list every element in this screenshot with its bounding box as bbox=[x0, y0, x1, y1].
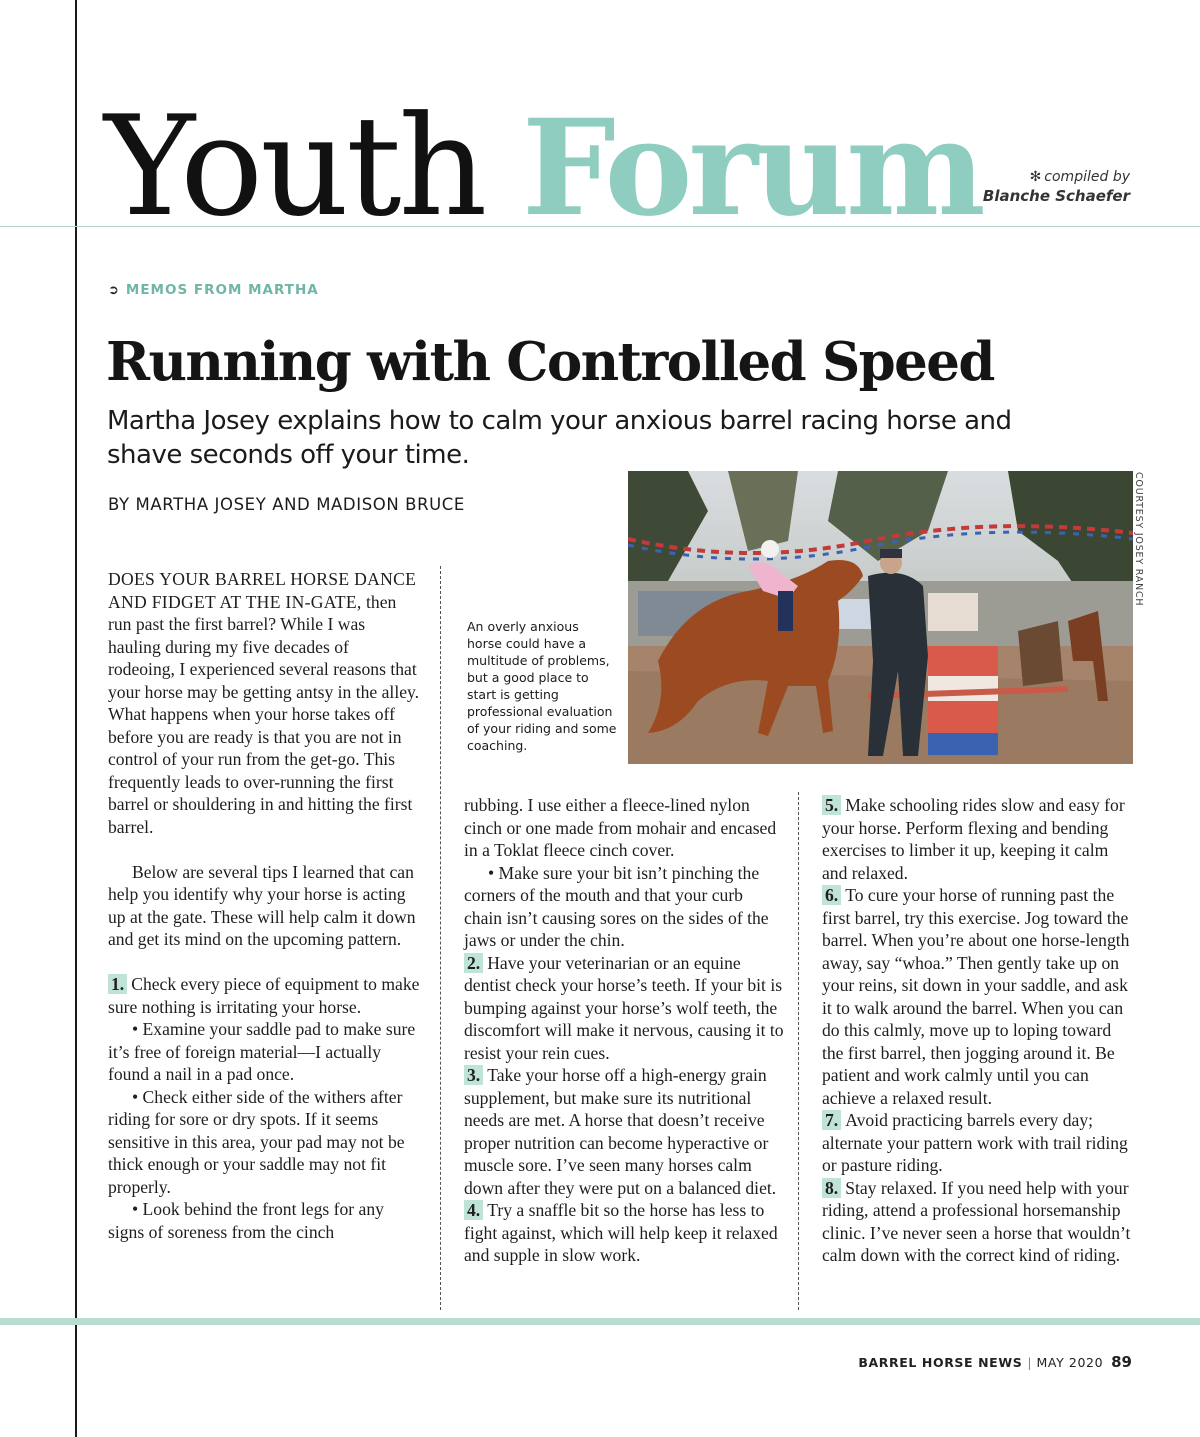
photo-caption: An overly anxious horse could have a multitude of problems, but a good place to start is getting professional evaluation of your riding and some coaching. bbox=[467, 619, 617, 753]
tip-2 bbox=[464, 952, 784, 1065]
tip-8 bbox=[822, 1177, 1134, 1267]
tip-text: Make schooling rides slow and easy for your horse. Perform flexing and bending exercises to limber it up, keeping it calm and relaxed. bbox=[822, 795, 1125, 883]
tip-text: Avoid practicing barrels every day; alternate your pattern work with trail riding or pasture riding. bbox=[822, 1110, 1128, 1175]
tip-text: Stay relaxed. If you need help with your riding, attend a professional horsemanship clinic. I’ve never seen a horse that wouldn’t calm down with the correct kind of riding. bbox=[822, 1177, 1131, 1265]
page-number: 89 bbox=[1111, 1353, 1132, 1371]
tip-5 bbox=[822, 794, 1134, 884]
asterisk-icon: ✻ bbox=[1029, 169, 1042, 185]
issue-date: MAY 2020 bbox=[1036, 1355, 1104, 1370]
tip-6 bbox=[822, 884, 1134, 1109]
footer-rule bbox=[0, 1318, 1200, 1325]
photo-credit-text: COURTESY JOSEY RANCH bbox=[1133, 472, 1144, 607]
paragraph-text: then run past the first barrel? While I was hauling during my five decades of rodeoing, I experienced several reasons that your horse may be getting antsy in the alley. What happens when your horse takes off before you are ready is that you are not in control of your run from the get-go. This frequently leads to over-running the first barrel or shouldering in and hitting the first barrel. bbox=[108, 591, 420, 837]
section-kicker bbox=[108, 282, 319, 298]
compiler-name: Blanche Schaefer bbox=[982, 187, 1130, 205]
bullet: • Look behind the front legs for any signs of soreness from the cinch bbox=[108, 1199, 384, 1242]
tip-number: 3. bbox=[464, 1065, 483, 1085]
tip-7 bbox=[822, 1109, 1134, 1177]
tip-number: 6. bbox=[822, 885, 841, 905]
bullet: • Make sure your bit isn’t pinching the corners of the mouth and that your curb chain isn’t causing sores on the sides of the jaws or under the chin. bbox=[464, 862, 769, 950]
circle-arrow-icon: ➲ bbox=[108, 283, 120, 298]
headline: Running with Controlled Speed bbox=[106, 331, 994, 393]
bullet: • Check either side of the withers after riding for sore or dry spots. If it seems sensitive in this area, your pad may not be thick enough or your saddle may not fit properly. bbox=[108, 1086, 405, 1197]
column-divider bbox=[440, 566, 441, 1310]
left-margin-rule bbox=[75, 0, 77, 1437]
paragraph: Below are several tips I learned that can help you identify why your horse is acting up at the gate. These will help calm it down and get its mind on the upcoming pattern. bbox=[108, 861, 416, 949]
footer-separator: | bbox=[1027, 1355, 1032, 1370]
compiled-by bbox=[983, 168, 1130, 206]
tip-number: 7. bbox=[822, 1110, 841, 1130]
dek: Martha Josey explains how to calm your anxious barrel racing horse and shave seconds off your time. bbox=[107, 406, 1012, 470]
rodeo-photo bbox=[628, 471, 1133, 764]
lead-in: DOES YOUR BARREL HORSE DANCE AND FIDGET AT THE IN-GATE, bbox=[108, 569, 417, 612]
article-column-2 bbox=[464, 794, 784, 1267]
kicker-label: MEMOS FROM MARTHA bbox=[125, 282, 319, 298]
paragraph: rubbing. I use either a fleece-lined nylon cinch or one made from mohair and encased in a Toklat fleece cinch cover. bbox=[464, 795, 777, 860]
tip-text: To cure your horse of running past the first barrel, try this exercise. Jog toward the barrel. When you’re about one horse-length away, say “whoa.” Then gently take up on your reins, sit down in your saddle, and ask it to walk around the barrel. When you can do this calmly, move up to loping toward the first barrel, then jogging around it. Be patient and work calmly until you can achieve a relaxed result. bbox=[822, 885, 1130, 1108]
tip-1 bbox=[108, 973, 420, 1018]
bullet: • Examine your saddle pad to make sure it’s free of foreign material—I actually found a nail in a pad once. bbox=[108, 1019, 416, 1084]
tip-number: 4. bbox=[464, 1200, 483, 1220]
lead-paragraph bbox=[108, 568, 420, 838]
column-divider bbox=[798, 792, 799, 1310]
compiled-label: compiled by bbox=[1044, 169, 1130, 185]
tip-text: Try a snaffle bit so the horse has less to fight against, which will help keep it relaxed and supple in slow work. bbox=[464, 1200, 778, 1265]
photo-credit bbox=[1128, 472, 1148, 632]
byline: BY MARTHA JOSEY AND MADISON BRUCE bbox=[108, 495, 465, 514]
tip-text: Take your horse off a high-energy grain supplement, but make sure its nutritional needs are met. A horse that doesn’t receive proper nutrition can become hyperactive or muscle sore. I’ve seen many horses calm down after they were put on a balanced diet. bbox=[464, 1065, 777, 1198]
tip-text: Check every piece of equipment to make sure nothing is irritating your horse. bbox=[108, 974, 420, 1017]
article-column-3 bbox=[822, 794, 1134, 1267]
article-column-1 bbox=[108, 568, 420, 1243]
publication-name: BARREL HORSE NEWS bbox=[858, 1355, 1023, 1370]
masthead-youth: Youth bbox=[104, 86, 485, 247]
rodeo-photo-illustration bbox=[628, 471, 1133, 764]
tip-3 bbox=[464, 1064, 784, 1199]
tip-number: 1. bbox=[108, 974, 127, 994]
page-footer bbox=[858, 1353, 1132, 1371]
tip-number: 2. bbox=[464, 953, 483, 973]
masthead-forum: Forum bbox=[522, 91, 982, 246]
tip-number: 5. bbox=[822, 795, 841, 815]
tip-text: Have your veterinarian or an equine dentist check your horse’s teeth. If your bit is bumping against your horse’s wolf teeth, the discomfort will make it nervous, causing it to resist your rein cues. bbox=[464, 952, 784, 1063]
tip-number: 8. bbox=[822, 1178, 841, 1198]
tip-4 bbox=[464, 1199, 784, 1267]
